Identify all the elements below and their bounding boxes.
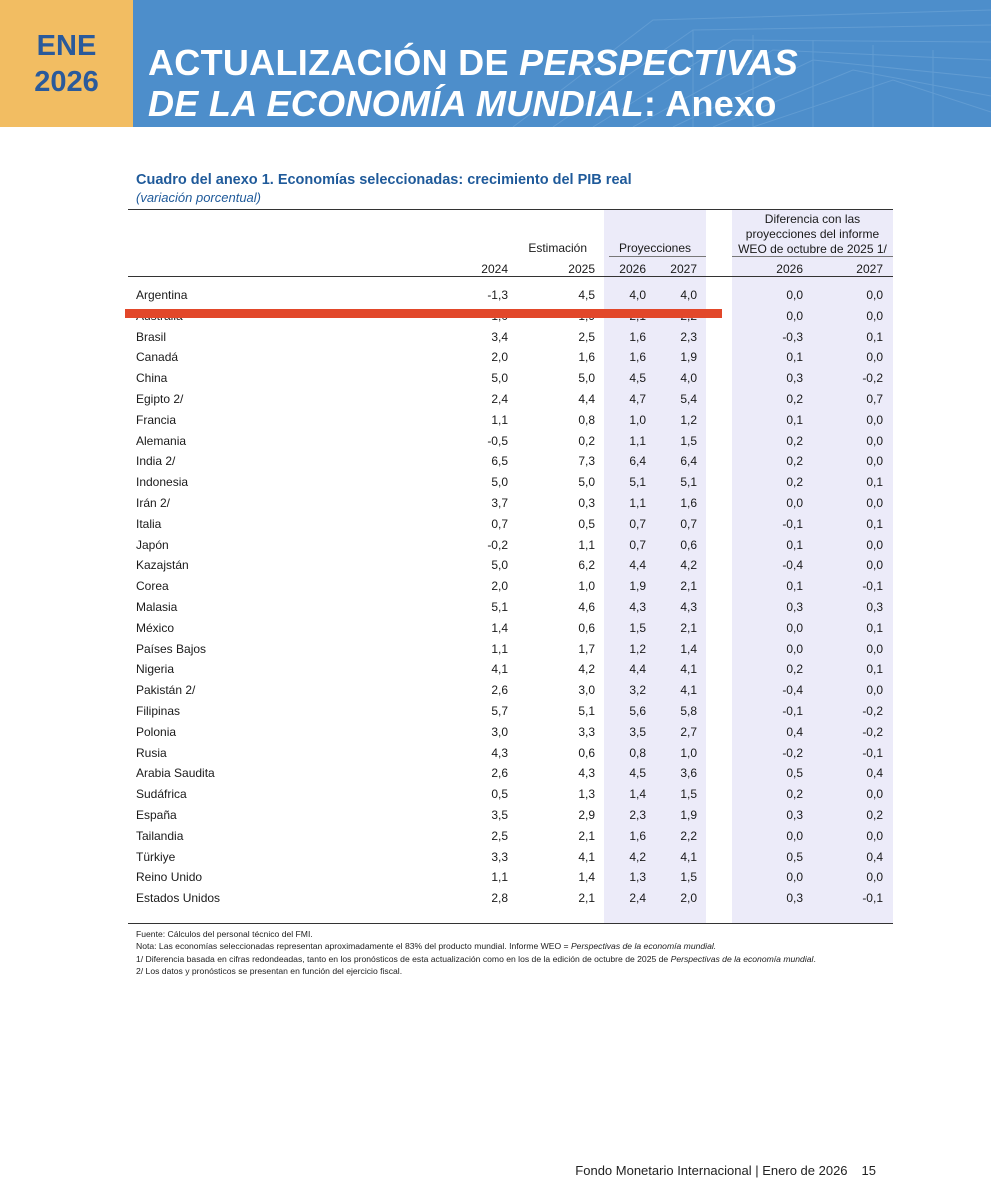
table-cell: 0,0 [866, 288, 883, 302]
table-cell: 3,4 [491, 329, 508, 344]
country-name: Alemania [136, 433, 187, 448]
table-row [128, 389, 893, 410]
table-cell: 4,3 [629, 600, 646, 614]
table-cell: 0,0 [866, 350, 883, 365]
table-cell: 0,7 [629, 537, 646, 552]
table-cell: 0,6 [680, 537, 697, 552]
country-name: Países Bajos [136, 641, 207, 656]
table-cell: -0,2 [862, 724, 883, 739]
table-cell: 1,1 [491, 870, 508, 885]
table-row [128, 701, 893, 722]
table-cell: 3,5 [629, 724, 646, 739]
table-cell: 2,2 [680, 828, 697, 843]
table-cell: 3,7 [491, 496, 508, 510]
country-name: India 2/ [136, 454, 176, 469]
table-cell: 5,1 [578, 704, 595, 718]
country-name: Polonia [136, 724, 177, 739]
table-cell: 0,4 [866, 766, 883, 781]
table-cell: 7,3 [578, 454, 595, 469]
table-cell: 5,1 [629, 475, 646, 490]
country-name: Egipto 2/ [136, 392, 184, 406]
table-row [128, 826, 893, 847]
table-row [128, 867, 893, 888]
table-row [128, 327, 893, 348]
issue-date-badge [0, 0, 133, 127]
table-cell: 0,3 [578, 496, 595, 510]
table-row [128, 555, 893, 576]
table-cell: 6,4 [680, 454, 697, 469]
table-cell: 1,5 [680, 870, 697, 885]
table-cell: 0,0 [866, 683, 883, 698]
table-cell: 2,8 [491, 891, 508, 906]
table-cell: 5,1 [680, 475, 697, 490]
country-name: Italia [136, 516, 162, 531]
table-row [128, 285, 893, 306]
table-cell: 1,6 [680, 496, 697, 510]
table-cell: 4,5 [629, 371, 646, 386]
table-cell: 0,2 [866, 808, 883, 822]
table-cell: 5,7 [491, 704, 508, 718]
country-name: Tailandia [136, 828, 184, 843]
table-cell: 4,2 [680, 558, 697, 573]
year-header-3: 2026 [619, 262, 646, 276]
table-row [128, 763, 893, 784]
table-cell: 1,9 [680, 350, 697, 365]
table-cell: 4,1 [680, 662, 697, 677]
table-cell: 0,0 [866, 433, 883, 448]
table-cell: -0,2 [862, 704, 883, 718]
country-name: Irán 2/ [136, 496, 171, 510]
table-cell: 0,0 [786, 308, 803, 323]
table-cell: 0,3 [786, 600, 803, 614]
table-cell: 2,3 [680, 329, 697, 344]
country-name: Francia [136, 412, 177, 427]
table-cell: 4,5 [629, 766, 646, 781]
table-cell: 0,2 [786, 662, 803, 677]
table-cell: 0,2 [786, 454, 803, 469]
table-row [128, 743, 893, 764]
table-cell: -0,1 [862, 579, 883, 594]
table-row [128, 847, 893, 868]
table-cell: 4,1 [680, 683, 697, 698]
estimacion-header: Estimación [528, 241, 587, 255]
table-row [128, 639, 893, 660]
note-source: Fuente: Cálculos del personal técnico del FMI. [136, 929, 313, 939]
table-cell: 0,5 [578, 516, 595, 531]
country-name: Argentina [136, 288, 188, 302]
table-cell: 0,2 [578, 433, 595, 448]
table-cell: -0,2 [782, 745, 803, 760]
country-name: China [136, 371, 168, 386]
country-name: Reino Unido [136, 870, 203, 885]
table-cell: 0,0 [866, 787, 883, 802]
table-cell: 5,0 [491, 558, 508, 573]
table-cell: 2,0 [680, 891, 697, 906]
table-cell: 1,3 [629, 870, 646, 885]
table-cell: 0,0 [866, 870, 883, 885]
country-name: México [136, 620, 175, 635]
table-cell: 1,3 [578, 787, 595, 802]
table-cell: 3,2 [629, 683, 646, 698]
page-number: 15 [861, 1163, 876, 1178]
table-cell: 1,4 [578, 870, 595, 885]
table-row [128, 410, 893, 431]
table-cell: 4,3 [680, 600, 697, 614]
year-header-6: 2027 [856, 262, 883, 276]
table-cell: 0,4 [866, 849, 883, 864]
table-cell: 0,3 [786, 891, 803, 906]
table-cell: 1,1 [491, 412, 508, 427]
note-general: Nota: Las economías seleccionadas representan aproximadamente el 83% del producto mundial. Informe WEO = Perspectivas de la economía mundial. [136, 941, 717, 952]
country-name: Estados Unidos [136, 891, 221, 906]
year-header-2: 2025 [568, 262, 595, 276]
table-cell: 0,7 [491, 516, 508, 531]
table-cell: 1,5 [629, 620, 646, 635]
table-title: Cuadro del anexo 1. Economías seleccionadas: crecimiento del PIB real [136, 172, 632, 188]
table-top-rule [128, 209, 893, 210]
table-cell: 0,6 [578, 620, 595, 635]
table-cell: 3,0 [578, 683, 595, 698]
table-row [128, 784, 893, 805]
table-notes [136, 928, 896, 978]
table-cell: 0,2 [786, 392, 803, 406]
table-cell: 1,4 [491, 620, 508, 635]
table-cell: 0,8 [578, 412, 595, 427]
table-cell: 1,1 [578, 537, 595, 552]
country-name: Brasil [136, 329, 167, 344]
country-name: Japón [136, 537, 169, 552]
table-cell: 0,0 [866, 454, 883, 469]
table-cell: 2,1 [578, 891, 595, 906]
table-cell: 6,4 [629, 454, 646, 469]
table-cell: 1,5 [680, 433, 697, 448]
table-cell: -0,2 [487, 537, 508, 552]
table-cell: 4,4 [629, 662, 646, 677]
table-cell: 4,0 [680, 371, 697, 386]
table-cell: 4,0 [629, 288, 646, 302]
table-cell: 5,8 [680, 704, 697, 718]
table-cell: 2,4 [629, 891, 646, 906]
table-row [128, 576, 893, 597]
table-bottom-rule [128, 923, 893, 924]
table-row [128, 431, 893, 452]
proyecciones-header: Proyecciones [618, 241, 692, 255]
table-cell: 0,1 [786, 537, 803, 552]
table-cell: 0,8 [629, 745, 646, 760]
country-name: Sudáfrica [136, 787, 187, 802]
table-row [128, 680, 893, 701]
table-cell: 0,0 [786, 496, 803, 510]
table-cell: 0,3 [786, 808, 803, 822]
country-name: Rusia [136, 745, 167, 760]
table-cell: 0,2 [786, 475, 803, 490]
table-cell: 5,0 [578, 371, 595, 386]
page-footer [575, 1163, 876, 1178]
table-row [128, 347, 893, 368]
table-cell: -0,3 [782, 329, 803, 344]
table-cell: -0,4 [782, 683, 803, 698]
table-cell: 0,1 [866, 329, 883, 344]
table-row [128, 535, 893, 556]
table-cell: 1,6 [629, 350, 646, 365]
table-cell: 4,1 [578, 849, 595, 864]
table-cell: 0,0 [866, 308, 883, 323]
proyecciones-rule [609, 256, 706, 257]
table-subtitle: (variación porcentual) [136, 190, 262, 205]
table-cell: 4,4 [629, 558, 646, 573]
table-row [128, 493, 893, 514]
table-row [128, 368, 893, 389]
table-cell: 5,0 [578, 475, 595, 490]
year-header-5: 2026 [776, 262, 803, 276]
table-cell: 3,6 [680, 766, 697, 781]
table-cell: 0,1 [866, 516, 883, 531]
table-cell: 2,0 [491, 579, 508, 594]
table-cell: -0,1 [782, 516, 803, 531]
table-cell: 0,2 [786, 433, 803, 448]
table-row [128, 618, 893, 639]
country-name: Corea [136, 579, 169, 594]
table-cell: 0,0 [866, 537, 883, 552]
table-cell: 6,2 [578, 558, 595, 573]
table-row [128, 722, 893, 743]
table-cell: 0,7 [866, 392, 883, 406]
table-cell: 5,4 [680, 392, 697, 406]
table-cell: -0,2 [862, 371, 883, 386]
table-cell: 0,0 [866, 412, 883, 427]
table-cell: 4,4 [578, 392, 595, 406]
table-cell: 0,0 [786, 828, 803, 843]
table-cell: 0,1 [786, 579, 803, 594]
table-cell: 0,1 [866, 662, 883, 677]
table-cell: 0,5 [491, 787, 508, 802]
table-cell: 0,0 [786, 288, 803, 302]
table-cell: 1,0 [629, 412, 646, 427]
table-cell: -1,3 [487, 288, 508, 302]
table-cell: 3,3 [578, 724, 595, 739]
table-cell: 1,9 [629, 579, 646, 594]
table-cell: 4,3 [491, 745, 508, 760]
table-cell: 0,1 [786, 412, 803, 427]
issue-month: ENE [36, 29, 97, 62]
table-cell: 2,6 [491, 683, 508, 698]
table-cell: 0,0 [866, 558, 883, 573]
table-cell: 2,4 [491, 392, 508, 406]
table-cell: 0,1 [866, 620, 883, 635]
table-cell: 2,6 [491, 766, 508, 781]
table-cell: 0,0 [786, 641, 803, 656]
country-name: Indonesia [136, 475, 189, 490]
country-name: Arabia Saudita [136, 766, 215, 781]
year-header-4: 2027 [670, 262, 697, 276]
table-cell: 5,0 [491, 475, 508, 490]
table-cell: -0,1 [782, 704, 803, 718]
table-cell: 4,0 [680, 288, 697, 302]
table-cell: 1,2 [629, 641, 646, 656]
table-cell: 4,1 [680, 849, 697, 864]
table-cell: 1,9 [680, 808, 697, 822]
table-cell: 3,0 [491, 724, 508, 739]
diferencia-rule [732, 256, 893, 257]
table-cell: 2,3 [629, 808, 646, 822]
country-name: Canadá [136, 350, 179, 365]
report-title: ACTUALIZACIÓN DE PERSPECTIVAS DE LA ECONOMÍA MUNDIAL: Anexo [148, 42, 799, 124]
table-cell: 1,0 [680, 745, 697, 760]
table-cell: 0,1 [786, 350, 803, 365]
table-cell: 2,1 [578, 828, 595, 843]
table-cell: 2,5 [578, 329, 595, 344]
table-cell: 1,1 [491, 641, 508, 656]
table-cell: 3,5 [491, 808, 508, 822]
table-row [128, 472, 893, 493]
table-cell: 0,0 [866, 828, 883, 843]
diferencia-header: Diferencia con las proyecciones del informe WEO de octubre de 2025 1/ [738, 212, 887, 256]
table-cell: 1,6 [629, 828, 646, 843]
table-row [128, 597, 893, 618]
table-cell: 0,2 [786, 787, 803, 802]
table-cell: 0,0 [866, 641, 883, 656]
country-name: España [136, 808, 177, 822]
footer-text: Fondo Monetario Internacional | Enero de 2026 [575, 1163, 848, 1178]
table-cell: 1,5 [680, 787, 697, 802]
issue-year: 2026 [34, 65, 99, 98]
table-cell: 2,7 [680, 724, 697, 739]
country-name: Nigeria [136, 662, 175, 677]
table-cell: 5,6 [629, 704, 646, 718]
table-row [128, 805, 893, 826]
table-cell: 2,1 [680, 579, 697, 594]
redaction-bar [125, 309, 722, 318]
table-cell: 5,0 [491, 371, 508, 386]
table-cell: 0,6 [578, 745, 595, 760]
table-row [128, 451, 893, 472]
table-cell: 0,0 [786, 870, 803, 885]
table-cell: 0,0 [866, 496, 883, 510]
table-row [128, 659, 893, 680]
table-cell: 5,1 [491, 600, 508, 614]
table-cell: 0,3 [866, 600, 883, 614]
country-name: Filipinas [136, 704, 181, 718]
table-cell: 1,1 [629, 496, 646, 510]
table-cell: 2,1 [680, 620, 697, 635]
table-cell: -0,4 [782, 558, 803, 573]
table-cell: 0,7 [680, 516, 697, 531]
table-cell: 1,1 [629, 433, 646, 448]
table-cell: 1,6 [578, 350, 595, 365]
table-cell: 0,5 [786, 849, 803, 864]
table-cell: 6,5 [491, 454, 508, 469]
table-cell: 0,0 [786, 620, 803, 635]
table-cell: 0,4 [786, 724, 803, 739]
table-cell: 1,6 [629, 329, 646, 344]
title-banner [133, 0, 991, 127]
table-cell: -0,1 [862, 891, 883, 906]
table-cell: 3,3 [491, 849, 508, 864]
table-cell: 0,7 [629, 516, 646, 531]
table-cell: 4,1 [491, 662, 508, 677]
table-cell: 0,5 [786, 766, 803, 781]
table-cell: -0,5 [487, 433, 508, 448]
table-row [128, 514, 893, 535]
table-cell: -0,1 [862, 745, 883, 760]
note-1: 1/ Diferencia basada en cifras redondeadas, tanto en los pronósticos de esta actualización como en los de la edición de octubre de 2025 de Perspectivas de la economía mundial. [136, 953, 816, 964]
country-name: Türkiye [136, 849, 176, 864]
note-2: 2/ Los datos y pronósticos se presentan en función del ejercicio fiscal. [136, 966, 403, 977]
table-cell: 0,3 [786, 371, 803, 386]
table-cell: 2,0 [491, 350, 508, 365]
header-bottom-rule [128, 276, 893, 277]
table-cell: 1,4 [680, 641, 697, 656]
table-cell: 1,4 [629, 787, 646, 802]
table-cell: 4,2 [629, 849, 646, 864]
country-name: Pakistán 2/ [136, 683, 196, 698]
table-cell: 4,2 [578, 662, 595, 677]
table-cell: 1,0 [578, 579, 595, 594]
table-cell: 0,1 [866, 475, 883, 490]
table-cell: 4,3 [578, 766, 595, 781]
year-header-1: 2024 [481, 262, 508, 276]
country-name: Kazajstán [136, 558, 189, 573]
table-cell: 2,5 [491, 828, 508, 843]
country-name: Malasia [136, 600, 178, 614]
page-header [0, 0, 991, 127]
table-cell: 4,6 [578, 600, 595, 614]
table-cell: 1,7 [578, 641, 595, 656]
table-cell: 4,7 [629, 392, 646, 406]
table-cell: 1,2 [680, 412, 697, 427]
table-cell: 4,5 [578, 288, 595, 302]
table-cell: 2,9 [578, 808, 595, 822]
table-row [128, 888, 893, 909]
